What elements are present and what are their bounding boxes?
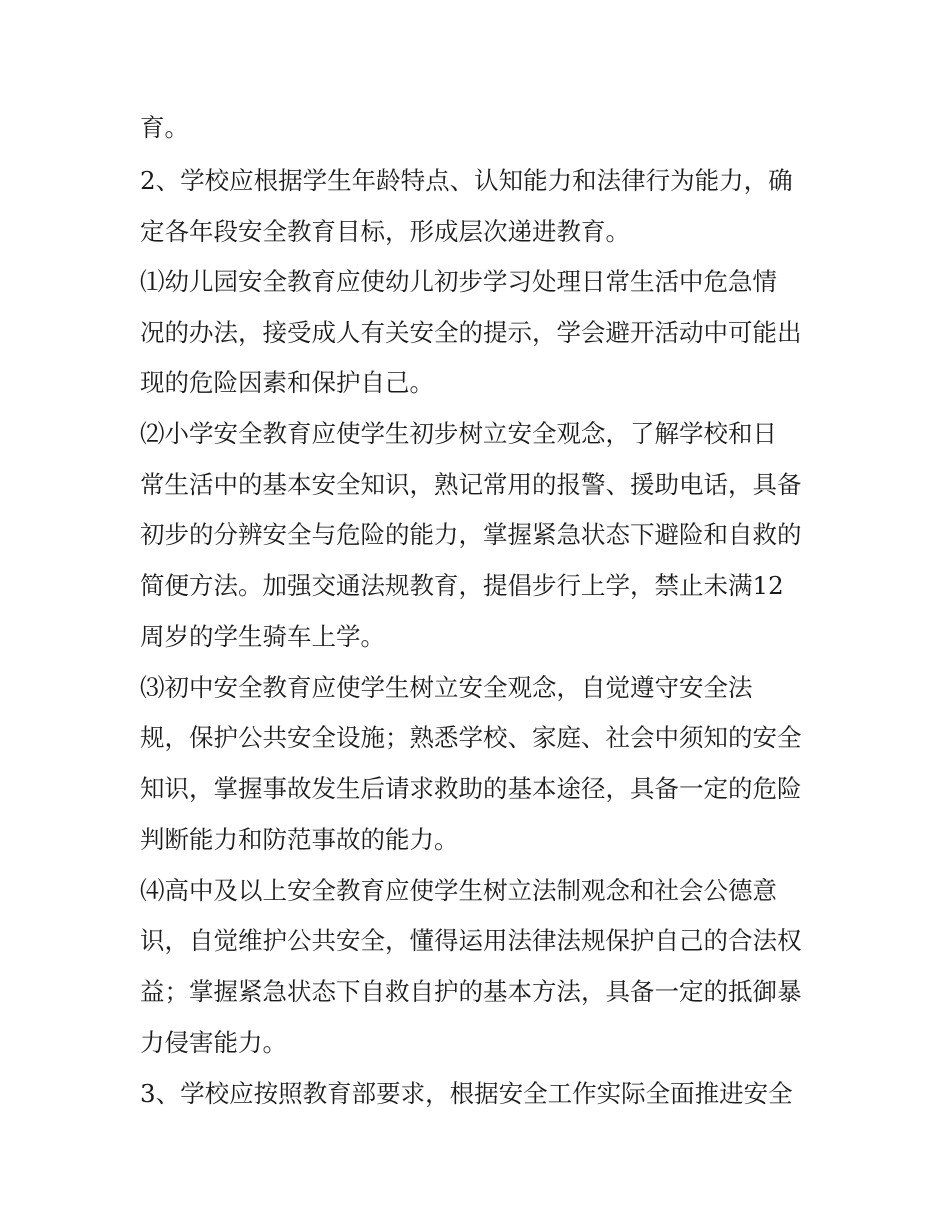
text-line: ⑷高中及以上安全教育应使学生树立法制观念和社会公德意 [140, 876, 777, 905]
text-line: 周岁的学生骑车上学。 [140, 622, 385, 651]
text-line: ⑴幼儿园安全教育应使幼儿初步学习处理日常生活中危急情 [140, 267, 777, 296]
text-line: 简便方法。加强交通法规教育，提倡步行上学，禁止未满12 [140, 571, 784, 600]
text-line: ⑶初中安全教育应使学生树立安全观念，自觉遵守安全法 [140, 673, 753, 702]
text-line: 知识，掌握事故发生后请求救助的基本途径，具备一定的危险 [140, 774, 802, 803]
text-line: 力侵害能力。 [140, 1028, 287, 1057]
text-line: ⑵小学安全教育应使学生初步树立安全观念，了解学校和日 [140, 419, 777, 448]
text-line: 初步的分辨安全与危险的能力，掌握紧急状态下避险和自救的 [140, 520, 802, 549]
text-line: 常生活中的基本安全知识，熟记常用的报警、援助电话，具备 [140, 470, 802, 499]
text-line: 3、学校应按照教育部要求，根据安全工作实际全面推进安全 [140, 1079, 793, 1108]
text-line: 益；掌握紧急状态下自救自护的基本方法，具备一定的抵御暴 [140, 977, 802, 1006]
text-line: 2、学校应根据学生年龄特点、认知能力和法律行为能力，确 [140, 166, 793, 195]
text-line: 识，自觉维护公共安全，懂得运用法律法规保护自己的合法权 [140, 926, 802, 955]
text-line: 况的办法，接受成人有关安全的提示，学会避开活动中可能出 [140, 318, 802, 347]
text-line: 规，保护公共安全设施；熟悉学校、家庭、社会中须知的安全 [140, 723, 802, 752]
text-line: 育。 [140, 113, 189, 142]
text-line: 现的危险因素和保护自己。 [140, 368, 434, 397]
text-line: 定各年段安全教育目标，形成层次递进教育。 [140, 217, 630, 246]
text-line: 判断能力和防范事故的能力。 [140, 825, 459, 854]
